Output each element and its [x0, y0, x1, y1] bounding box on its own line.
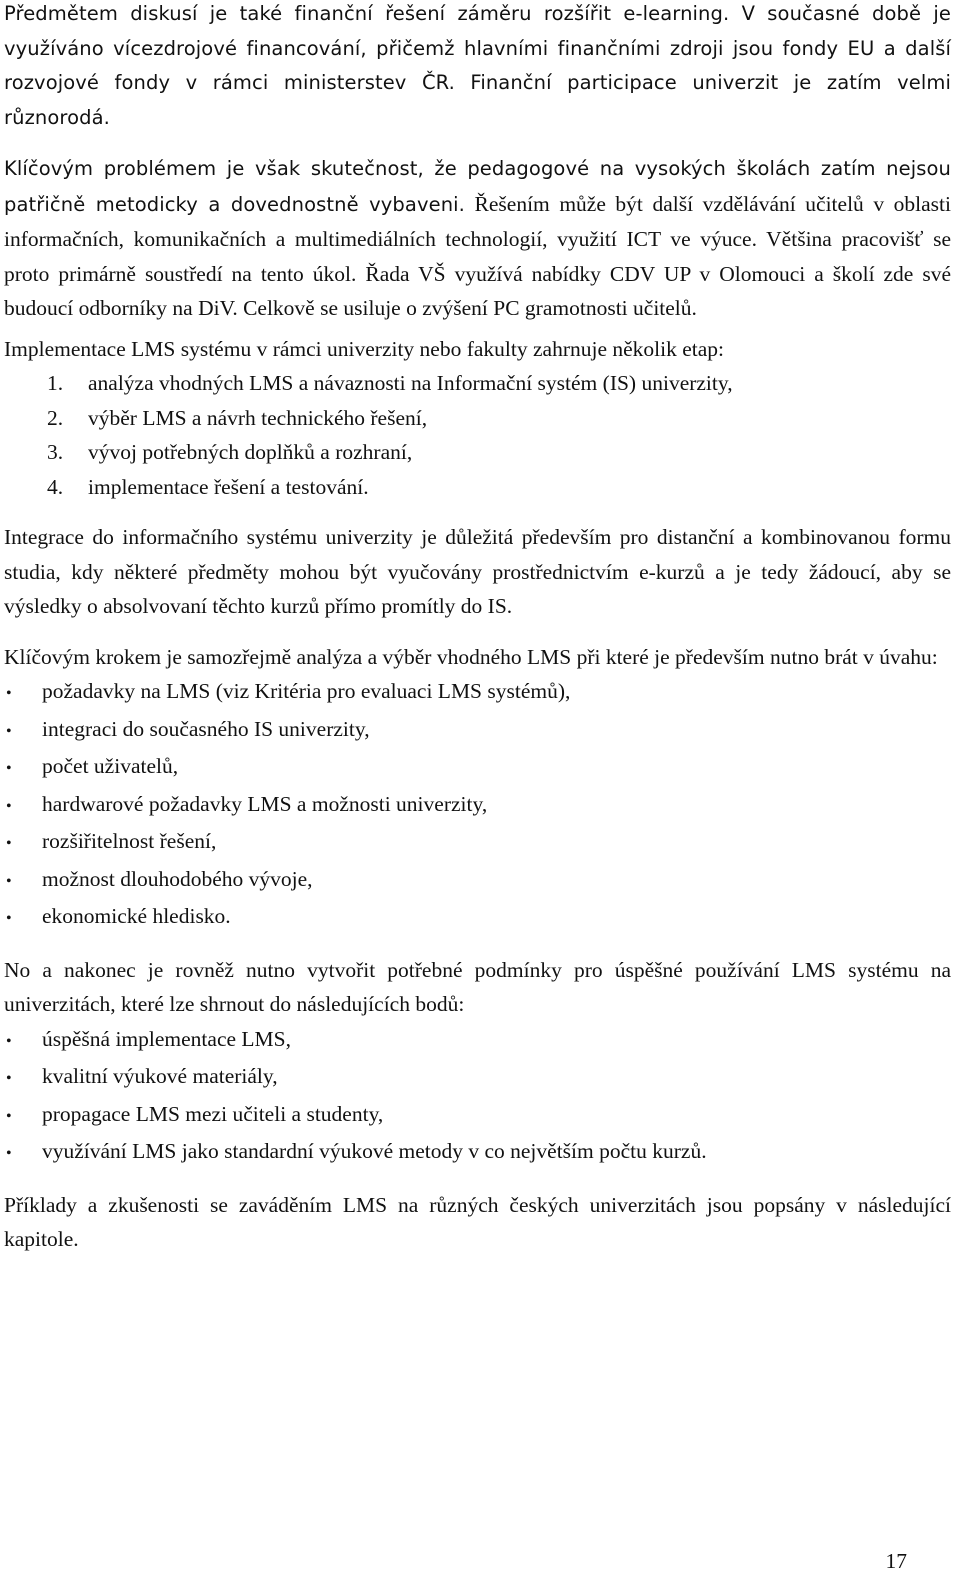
consideration-item: [4, 899, 951, 937]
bullet-icon: •: [6, 1145, 12, 1162]
paragraph-key-problem-serif: Řešením může být další vzdělávání učitelů v oblasti informačních, komunikačních a multimediálních technologií, využití ICT ve výuce. Většina pracovišť se proto primárně soustředí na tento úkol. Řada VŠ využívá nabídky CDV UP v Olomouci a školí zde své budoucí odborníky na DiV. Celkově se usiluje o zvýšení PC gramotnosti učitelů.: [4, 191, 951, 320]
condition-item: [4, 1097, 951, 1135]
condition-item: [4, 1022, 951, 1060]
condition-item-text: úspěšná implementace LMS,: [42, 1026, 291, 1051]
consideration-item: [4, 674, 951, 712]
stage-number: 1.: [47, 371, 64, 395]
condition-item-text: propagace LMS mezi učiteli a studenty,: [42, 1101, 384, 1126]
consideration-item-text: rozšiřitelnost řešení,: [42, 829, 217, 853]
bullet-icon: •: [6, 685, 12, 702]
bullet-icon: •: [6, 760, 12, 777]
consideration-item: [4, 787, 951, 825]
stage-text: implementace řešení a testování.: [88, 474, 369, 499]
consideration-item-text: počet uživatelů,: [42, 754, 179, 778]
consideration-item-text: požadavky na LMS (viz Kritéria pro evaluaci LMS systémů),: [42, 679, 571, 703]
stage-number: 2.: [47, 405, 64, 430]
paragraph-examples: Příklady a zkušenosti se zaváděním LMS na různých českých univerzitách jsou popsány v následující kapitole.: [4, 1192, 951, 1251]
consideration-item: [4, 824, 951, 862]
consideration-item-text: možnost dlouhodobého vývoje,: [42, 866, 313, 891]
implementation-stages-list: [4, 366, 951, 504]
bullet-icon: •: [6, 1032, 12, 1050]
stage-item: [4, 435, 951, 470]
consideration-item-text: ekonomické hledisko.: [42, 904, 231, 928]
bullet-icon: •: [6, 835, 12, 852]
consideration-item: [4, 862, 951, 900]
paragraph-financing: Předmětem diskusí je také finanční řešení záměru rozšířit e-learning. V současné době je využíváno vícezdrojové financování, přičemž hlavními finančními zdroji jsou fondy EU a další rozvojové fondy v rámci ministerstev ČR. Finanční participace univerzit je zatím velmi různorodá.: [4, 2, 951, 129]
bullet-icon: •: [6, 910, 12, 927]
conditions-list: [4, 1022, 951, 1172]
stage-text: vývoj potřebných doplňků a rozhraní,: [88, 440, 413, 464]
consideration-item-text: integraci do současného IS univerzity,: [42, 716, 370, 741]
paragraph-implementation-intro: Implementace LMS systému v rámci univerzity nebo fakulty zahrnuje několik etap:: [4, 336, 725, 361]
stage-item: [4, 470, 951, 505]
stage-number: 3.: [47, 440, 64, 464]
paragraph-integration: Integrace do informačního systému univerzity je důležitá především pro distanční a kombinovanou formu studia, kdy některé předměty mohou být vyučovány prostřednictvím e-kurzů a je tedy žádoucí, aby se výsledky o absolvovaní těchto kurzů přímo promítly do IS.: [4, 525, 951, 618]
stage-text: analýza vhodných LMS a návaznosti na Informační systém (IS) univerzity,: [88, 371, 733, 395]
bullet-icon: •: [6, 872, 12, 890]
consideration-item-text: hardwarové požadavky LMS a možnosti univerzity,: [42, 791, 488, 816]
consideration-item: [4, 749, 951, 787]
bullet-icon: •: [6, 1070, 12, 1087]
stage-item: [4, 366, 951, 401]
paragraph-key-problem-sans: Klíčovým problémem je však skutečnost, že pedagogové na vysokých školách zatím nejsou patřičně metodicky a dovednostně vybaveni.: [4, 157, 951, 216]
page-number: 17: [885, 1549, 907, 1573]
condition-item-text: kvalitní výukové materiály,: [42, 1064, 278, 1088]
bullet-icon: •: [6, 1107, 12, 1125]
condition-item: [4, 1134, 951, 1172]
stage-item: [4, 401, 951, 436]
paragraph-conditions-intro: No a nakonec je rovněž nutno vytvořit potřebné podmínky pro úspěšné používání LMS systému na univerzitách, které lze shrnout do následujících bodů:: [4, 957, 951, 1016]
stage-text: výběr LMS a návrh technického řešení,: [88, 405, 428, 430]
paragraph-key-step: Klíčovým krokem je samozřejmě analýza a výběr vhodného LMS při které je především nutno brát v úvahu:: [4, 644, 938, 669]
bullet-icon: •: [6, 797, 12, 815]
condition-item: [4, 1059, 951, 1097]
paragraph-key-problem: [4, 151, 951, 326]
stage-number: 4.: [47, 474, 64, 499]
considerations-list: [4, 674, 951, 937]
consideration-item: [4, 712, 951, 750]
condition-item-text: využívání LMS jako standardní výukové metody v co největším počtu kurzů.: [42, 1139, 707, 1163]
bullet-icon: •: [6, 722, 12, 740]
